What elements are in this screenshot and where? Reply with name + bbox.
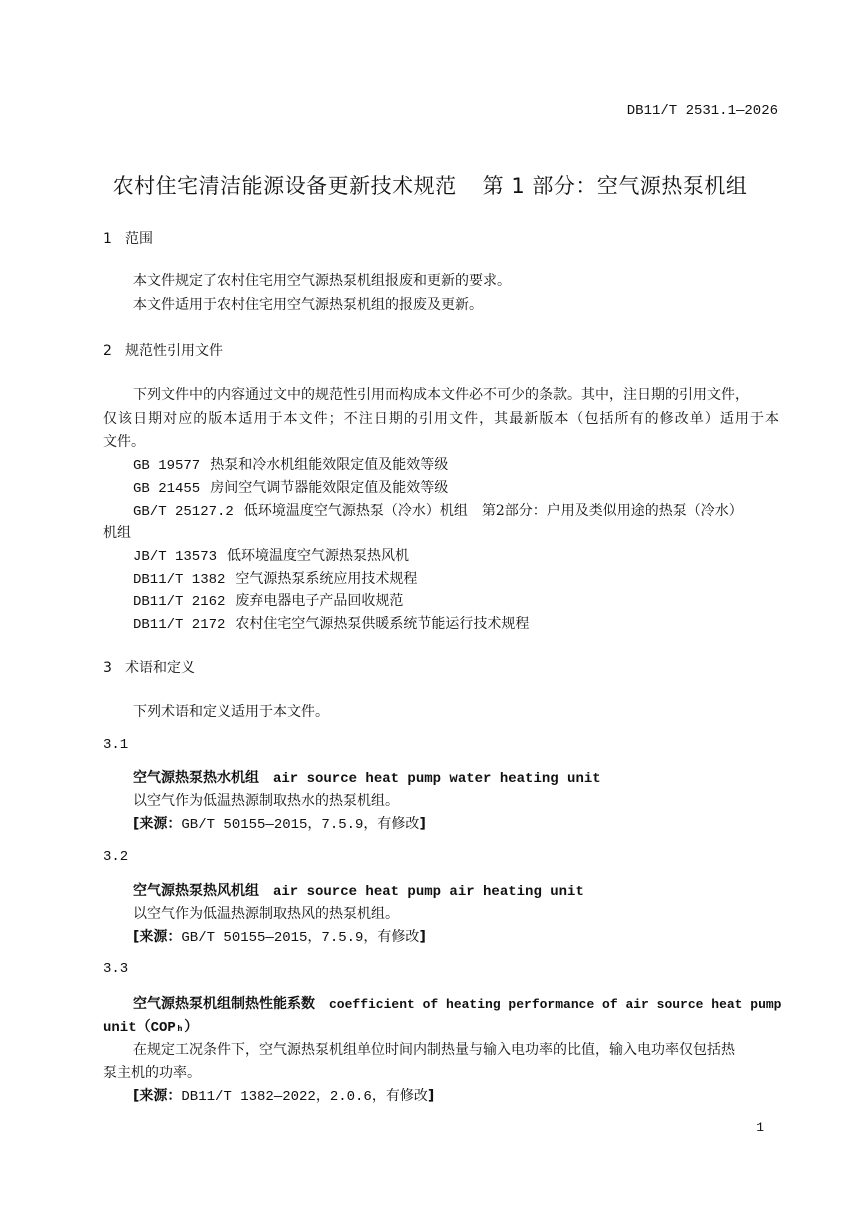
section-2-intro-line: 仅该日期对应的版本适用于本文件；不注日期的引用文件，其最新版本（包括所有的修改单）适用于本 (103, 411, 779, 427)
reference-item: GB 21455 房间空气调节器能效限定值及能效等级 (133, 480, 449, 497)
clause-number: 3.1 (103, 737, 129, 753)
reference-item: DB11/T 2162 废弃电器电子产品回收规范 (133, 593, 404, 610)
reference-item-continuation: 机组 (103, 525, 131, 541)
term-entry: 空气源热泵热水机组 air source heat pump water heating unit (133, 770, 601, 787)
term-definition-continuation: 泵主机的功率。 (103, 1065, 201, 1081)
section-3-intro: 下列术语和定义适用于本文件。 (133, 704, 329, 720)
section-1-paragraph: 本文件适用于农村住宅用空气源热泵机组的报废及更新。 (133, 297, 483, 313)
term-entry-continuation: unit（COPₕ） (103, 1020, 199, 1036)
document-title (0, 170, 860, 200)
term-entry: 空气源热泵热风机组 air source heat pump air heating unit (133, 883, 584, 900)
term-source: [来源：GB/T 50155—2015，7.5.9，有修改] (133, 816, 426, 833)
term-source: [来源：GB/T 50155—2015，7.5.9，有修改] (133, 929, 426, 946)
section-1-paragraph: 本文件规定了农村住宅用空气源热泵机组报废和更新的要求。 (133, 273, 511, 289)
title-main: 农村住宅清洁能源设备更新技术规范 (112, 174, 457, 198)
reference-item: DB11/T 2172 农村住宅空气源热泵供暖系统节能运行技术规程 (133, 616, 530, 633)
reference-item: GB/T 25127.2 低环境温度空气源热泵（冷水）机组 第2部分：户用及类似用途的热泵（冷水） (133, 503, 743, 520)
section-2-intro-line: 下列文件中的内容通过文中的规范性引用而构成本文件必不可少的条款。其中，注日期的引用文件， (133, 387, 749, 403)
reference-item: JB/T 13573 低环境温度空气源热泵热风机 (133, 548, 410, 565)
section-1-heading: 1 范围 (103, 231, 153, 247)
section-3-heading: 3 术语和定义 (103, 660, 195, 676)
page-number: 1 (756, 1120, 764, 1135)
clause-number: 3.3 (103, 961, 129, 977)
section-2-heading: 2 规范性引用文件 (103, 343, 223, 359)
clause-number: 3.2 (103, 849, 129, 865)
reference-item: GB 19577 热泵和冷水机组能效限定值及能效等级 (133, 457, 449, 474)
document-code: DB11/T 2531.1—2026 (626, 103, 778, 119)
title-part: 第 1 部分：空气源热泵机组 (482, 174, 748, 198)
term-source: [来源：DB11/T 1382—2022，2.0.6，有修改] (133, 1088, 435, 1105)
term-entry: 空气源热泵机组制热性能系数 coefficient of heating performance of air source heat pump (133, 996, 782, 1012)
term-definition: 以空气作为低温热源制取热水的热泵机组。 (133, 793, 399, 809)
section-2-intro-line: 文件。 (103, 434, 145, 450)
term-definition: 以空气作为低温热源制取热风的热泵机组。 (133, 906, 399, 922)
reference-item: DB11/T 1382 空气源热泵系统应用技术规程 (133, 571, 418, 588)
term-definition: 在规定工况条件下，空气源热泵机组单位时间内制热量与输入电功率的比值，输入电功率仅包括热 (133, 1042, 735, 1058)
